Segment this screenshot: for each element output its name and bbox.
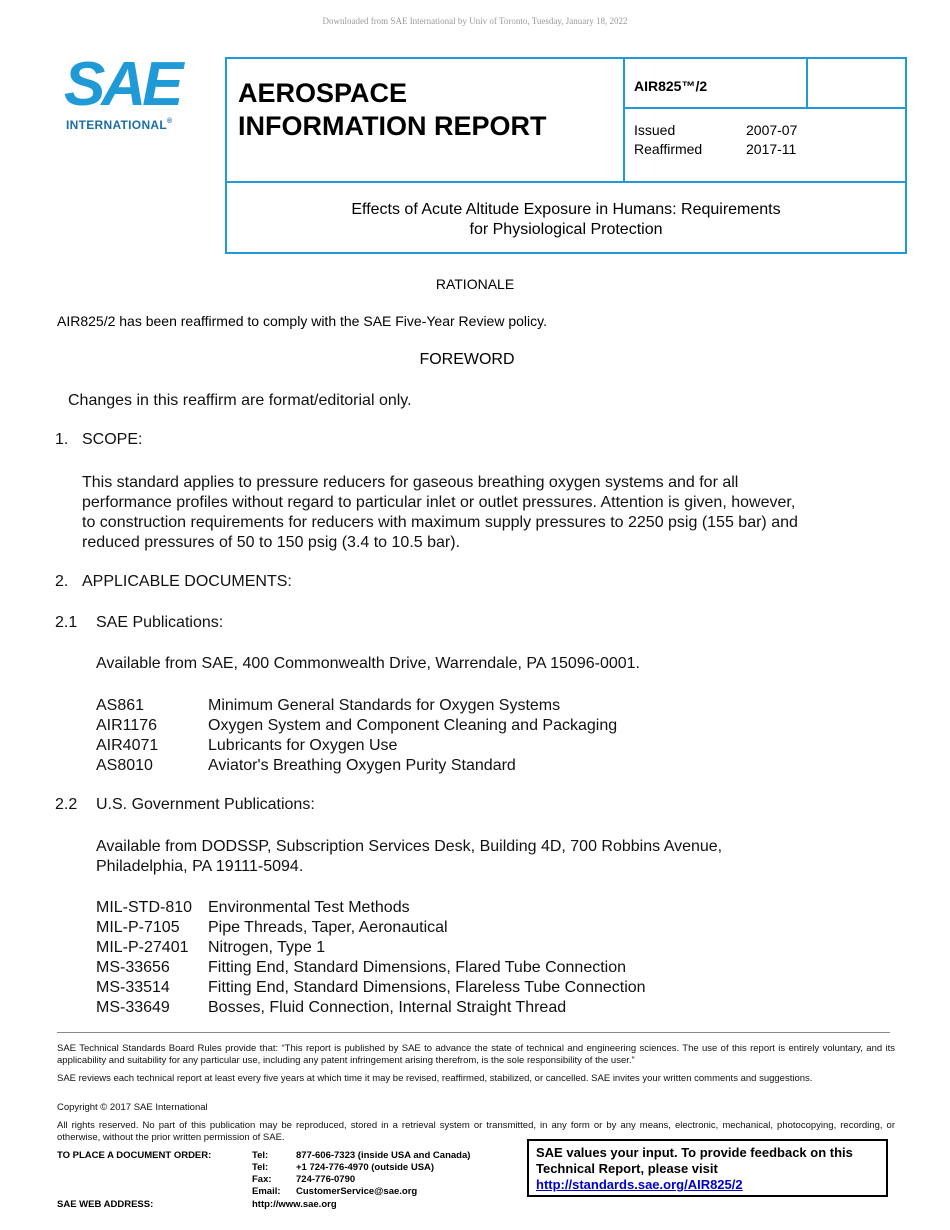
issued-label: Issued	[634, 122, 676, 138]
issued-date: 2007-07	[746, 122, 798, 138]
header-divider	[225, 181, 907, 183]
board-rules-text: SAE Technical Standards Board Rules provide that: “This report is published by SAE to advance the state of technical and engineering sciences. The use of this report is entirely voluntary, and its applicability and suitability for any particular use, including any patent infringement arising therefrom, is the sole responsibility of the user.”	[57, 1043, 895, 1066]
review-text: SAE reviews each technical report at least every five years at which time it may be revised, reaffirmed, stabilized, or cancelled. SAE invites your written comments and suggestions.	[57, 1073, 813, 1084]
sae-logo	[64, 50, 194, 136]
sae-reference-list	[96, 696, 617, 776]
applicable-documents-heading: APPLICABLE DOCUMENTS:	[82, 573, 292, 590]
reference-row: AS861 Minimum General Standards for Oxygen Systems	[96, 697, 561, 714]
scope-text: This standard applies to pressure reducers for gaseous breathing oxygen systems and for all performance profiles without regard to particular inlet or outlet pressures. Attention is given, however, to construction requirements for reducers with maximum supply pressures to 2250 psig (155 bar) and reduced pressures of 50 to 150 psig (3.4 to 10.5 bar).	[82, 474, 798, 551]
document-type: AEROSPACE INFORMATION REPORT	[238, 78, 547, 141]
reaffirmed-date: 2017-11	[746, 141, 797, 157]
reference-row: AIR4071 Lubricants for Oxygen Use	[96, 737, 398, 754]
logo-subtitle: INTERNATIONAL®	[66, 118, 173, 132]
reference-row: AS8010 Aviator's Breathing Oxygen Purity Standard	[96, 757, 516, 774]
rationale-heading: RATIONALE	[435, 276, 515, 292]
government-reference-list	[96, 898, 646, 1018]
reference-row: MS-33656 Fitting End, Standard Dimensions, Flared Tube Connection	[96, 959, 627, 976]
section-number: 1.	[55, 431, 69, 448]
foreword-text: Changes in this reaffirm are format/editorial only.	[68, 392, 412, 409]
feedback-link[interactable]: http://standards.sae.org/AIR825/2	[536, 1177, 743, 1192]
order-label: TO PLACE A DOCUMENT ORDER:	[57, 1150, 212, 1161]
header-divider	[623, 107, 907, 109]
reaffirmed-label: Reaffirmed	[634, 141, 703, 157]
logo-wordmark: SAE	[64, 50, 180, 119]
sae-availability: Available from SAE, 400 Commonwealth Drive, Warrendale, PA 15096-0001.	[96, 655, 640, 672]
document-title: Effects of Acute Altitude Exposure in Humans: Requirements for Physiological Protection	[351, 201, 781, 238]
section-number: 2.	[55, 573, 69, 590]
sae-publications-heading: SAE Publications:	[96, 614, 224, 631]
government-availability: Available from DODSSP, Subscription Services Desk, Building 4D, 700 Robbins Avenue, Philadelphia, PA 19111-5094.	[96, 838, 723, 875]
header-divider	[623, 57, 625, 183]
web-link[interactable]: http://www.sae.org	[252, 1199, 337, 1210]
download-notice: Downloaded from SAE International by Univ of Toronto, Tuesday, January 18, 2022	[322, 16, 628, 26]
header-divider	[806, 57, 808, 109]
foreword-heading: FOREWORD	[419, 351, 515, 368]
section-number: 2.1	[55, 614, 78, 631]
web-label: SAE WEB ADDRESS:	[57, 1199, 154, 1210]
contact-values: 877-606-7323 (inside USA and Canada) +1 724-776-4970 (outside USA) 724-776-0790 CustomerService@sae.org	[296, 1150, 471, 1197]
section-number: 2.2	[55, 796, 78, 813]
copyright-text: Copyright © 2017 SAE International	[57, 1102, 208, 1113]
rights-text: All rights reserved. No part of this publication may be reproduced, stored in a retrieval system or transmitted, in any form or by any means, electronic, mechanical, photocopying, recording, or otherwise, without the prior written permission of SAE.	[57, 1120, 895, 1143]
scope-heading: SCOPE:	[82, 431, 143, 448]
reference-row: MIL-P-7105 Pipe Threads, Taper, Aeronautical	[96, 919, 448, 936]
reference-row: MS-33649 Bosses, Fluid Connection, Internal Straight Thread	[96, 999, 567, 1016]
feedback-box: SAE values your input. To provide feedback on this Technical Report, please visit http://standards.sae.org/AIR825/2	[527, 1139, 888, 1197]
rationale-text: AIR825/2 has been reaffirmed to comply with the SAE Five-Year Review policy.	[57, 313, 547, 329]
reference-row: MIL-STD-810 Environmental Test Methods	[96, 899, 410, 916]
reference-row: MS-33514 Fitting End, Standard Dimensions, Flareless Tube Connection	[96, 979, 646, 996]
reference-row: MIL-P-27401 Nitrogen, Type 1	[96, 939, 326, 956]
footer-divider	[57, 1032, 890, 1033]
government-publications-heading: U.S. Government Publications:	[96, 796, 315, 813]
email-link[interactable]: CustomerService@sae.org	[296, 1186, 418, 1197]
reference-row: AIR1176 Oxygen System and Component Cleaning and Packaging	[96, 717, 618, 734]
contact-labels: Tel: Tel: Fax: Email:	[252, 1150, 281, 1197]
document-number: AIR825™/2	[634, 78, 708, 94]
